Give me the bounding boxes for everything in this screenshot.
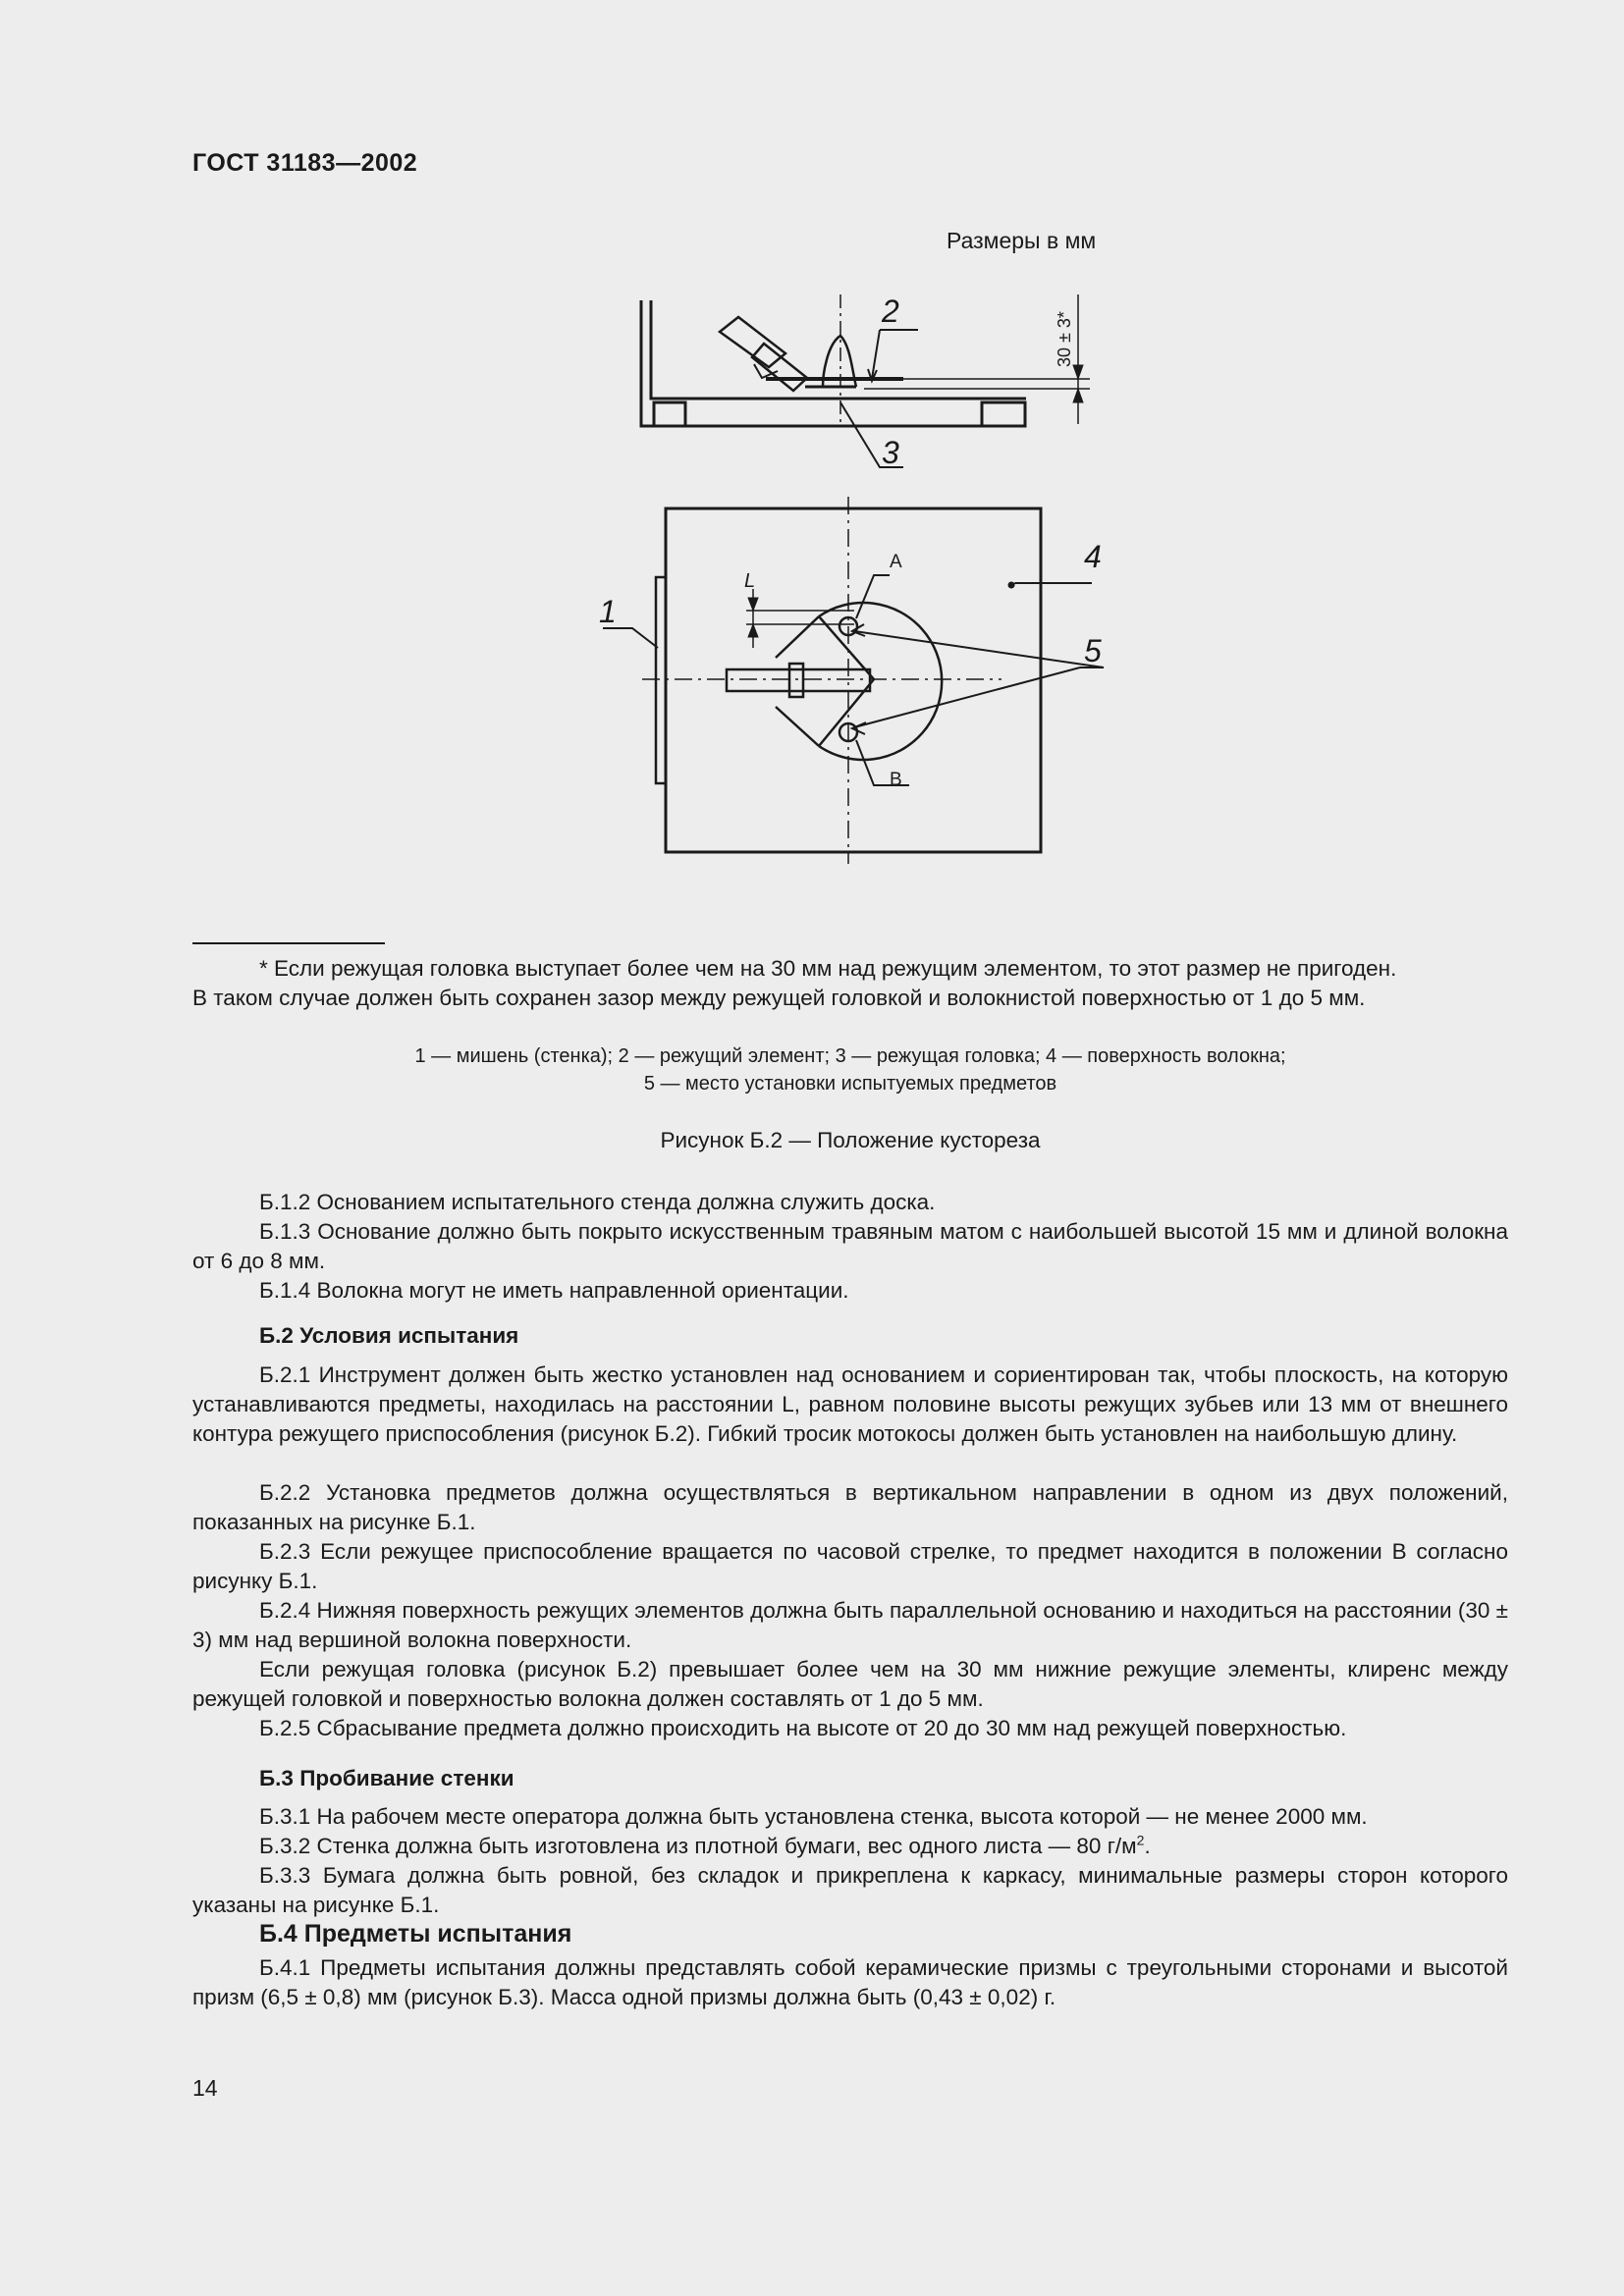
point-a-label: А — [890, 552, 902, 572]
footnote-separator — [192, 942, 385, 944]
para-b33: Б.3.3 Бумага должна быть ровной, без складок и прикреплена к каркасу, минимальные размеры сторон которого указаны на рисунке Б.1. — [192, 1863, 1508, 1917]
heading-b2: Б.2 Условия испытания — [259, 1323, 519, 1348]
plan-view-frame — [666, 508, 1041, 852]
para-b32-text: Б.3.2 Стенка должна быть изготовлена из плотной бумаги, вес одного листа — 80 г/м — [259, 1834, 1137, 1858]
dimension-label: 30 ± 3* — [1055, 311, 1074, 367]
callout-5: 5 — [1084, 633, 1102, 668]
legend-line-2: 5 — место установки испытуемых предметов — [643, 1073, 1057, 1095]
para-b32-superscript: 2 — [1136, 1832, 1145, 1848]
para-b12: Б.1.2 Основанием испытательного стенда должна служить доска. — [259, 1190, 936, 1214]
para-b14: Б.1.4 Волокна могут не иметь направленной ориентации. — [259, 1278, 849, 1303]
page-number: 14 — [192, 2075, 218, 2101]
callout-1: 1 — [599, 594, 617, 629]
para-b32 — [192, 1832, 1508, 1861]
figure-caption: Рисунок Б.2 — Положение кустореза — [660, 1128, 1041, 1152]
para-b32-end: . — [1144, 1834, 1151, 1858]
para-b24: Б.2.4 Нижняя поверхность режущих элементов должна быть параллельной основанию и находиться на расстоянии (30 ± 3) мм над вершиной волокна поверхности. — [192, 1598, 1508, 1652]
para-b25: Б.2.5 Сбрасывание предмета должно происходить на высоте от 20 до 30 мм над режущей поверхностью. — [259, 1716, 1347, 1740]
heading-b4: Б.4 Предметы испытания — [259, 1920, 572, 1948]
callout-3: 3 — [882, 435, 899, 470]
point-b-label: В — [890, 770, 902, 790]
document-header: ГОСТ 31183—2002 — [192, 149, 418, 177]
units-note: Размеры в мм — [947, 228, 1097, 253]
footnote-line-2: В таком случае должен быть сохранен зазор между режущей головкой и волокнистой поверхностью от 1 до 5 мм. — [192, 986, 1366, 1010]
figure-legend — [192, 1042, 1508, 1097]
para-b23: Б.2.3 Если режущее приспособление вращается по часовой стрелке, то предмет находится в положении В согласно рисунку Б.1. — [192, 1539, 1508, 1593]
dim-L-label: L — [744, 570, 756, 592]
para-b21: Б.2.1 Инструмент должен быть жестко установлен над основанием и сориентирован так, чтобы плоскость, на которую устанавливаются предметы, находилась на расстоянии L, равном половине высоты режущих зубьев или 13 мм от внешнего контура режущего приспособления (рисунок Б.2). Гибкий тросик мотокосы должен быть установлен на наибольшую длину. — [192, 1362, 1508, 1446]
para-b24b: Если режущая головка (рисунок Б.2) превышает более чем на 30 мм нижние режущие элементы, клиренс между режущей головкой и поверхностью волокна должен составлять от 1 до 5 мм. — [192, 1657, 1508, 1711]
callout-2: 2 — [882, 294, 899, 329]
para-b41: Б.4.1 Предметы испытания должны представлять собой керамические призмы с треугольными сторонами и высотой призм (6,5 ± 0,8) мм (рисунок Б.3). Масса одной призмы должна быть (0,43 ± 0,02) г. — [192, 1955, 1508, 2009]
heading-b3: Б.3 Пробивание стенки — [259, 1766, 514, 1790]
callout-4: 4 — [1084, 539, 1102, 574]
para-b31: Б.3.1 На рабочем месте оператора должна быть установлена стенка, высота которой — не менее 2000 мм. — [259, 1804, 1368, 1829]
footnote-line-1: * Если режущая головка выступает более чем на 30 мм над режущим элементом, то этот размер не пригоден. — [259, 956, 1397, 981]
para-b13: Б.1.3 Основание должно быть покрыто искусственным травяным матом с наибольшей высотой 15 мм и длиной волокна от 6 до 8 мм. — [192, 1219, 1508, 1273]
legend-line-1: 1 — мишень (стенка); 2 — режущий элемент; 3 — режущая головка; 4 — поверхность волокна; — [414, 1045, 1286, 1067]
side-view-base — [641, 300, 1026, 426]
para-b22: Б.2.2 Установка предметов должна осуществляться в вертикальном направлении в одном из двух положений, показанных на рисунке Б.1. — [192, 1480, 1508, 1534]
figure-b2-drawing — [0, 0, 1624, 942]
